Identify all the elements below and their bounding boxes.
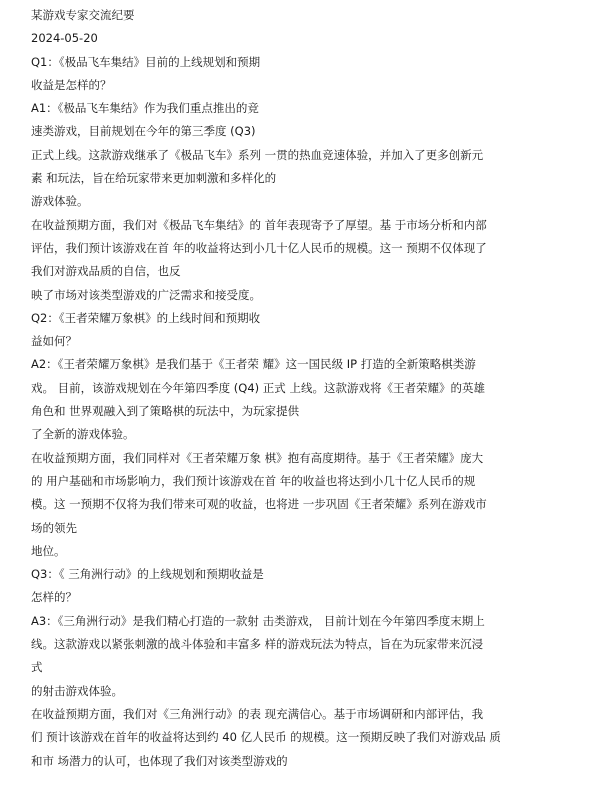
document-date: 2024-05-20: [31, 31, 98, 46]
text-line: 映了市场对该类型游戏的广泛需求和接受度。: [31, 287, 261, 302]
text-line: 在收益预期方面，我们对《极品飞车集结》的 首年表现寄予了厚望。基 于市场分析和内部: [31, 217, 487, 232]
text-line: 的射击游戏体验。: [31, 683, 123, 698]
text-line: 益如何？: [31, 334, 77, 349]
text-line: 在收益预期方面，我们同样对《王者荣耀万象 棋》抱有高度期待。基于《王者荣耀》庞大: [31, 450, 484, 465]
text-line: A3：《三角洲行动》是我们精心打造的一款射 击类游戏， 目前计划在今年第四季度末期上: [31, 613, 485, 628]
document-title: 某游戏专家交流纪要: [31, 8, 135, 22]
text-line: 收益是怎样的？: [31, 77, 112, 92]
text-line: 评估，我们预计该游戏在首 年的收益将达到小几十亿人民币的规模。这一 预期不仅体现了: [31, 240, 487, 255]
text-line: Q3：《 三角洲行动》的上线规划和预期收益是: [31, 567, 264, 582]
text-line: 的 用户基础和市场影响力，我们预计该游戏在首 年的收益也将达到小几十亿人民币的规: [31, 473, 476, 488]
text-line: 了全新的游戏体验。: [31, 427, 135, 442]
text-line: 角色和 世界观融入到了策略棋的玩法中，为玩家提供: [31, 404, 300, 419]
text-line: Q2：《王者荣耀万象棋》的上线时间和预期收: [31, 310, 261, 325]
text-line: 地位。: [31, 543, 66, 558]
text-line: 戏。 目前，该游戏规划在今年第四季度 (Q4) 正式 上线。这款游戏将《王者荣耀》的英雄: [31, 380, 485, 395]
text-line: Q1：《极品飞车集结》目前的上线规划和预期: [31, 54, 261, 69]
text-line: 线。这款游戏以紧张刺激的战斗体验和丰富多 样的游戏玩法为特点，旨在为玩家带来沉浸: [31, 637, 484, 652]
text-line: 速类游戏，目前规划在今年的第三季度 (Q3): [31, 124, 256, 139]
text-line: 式: [31, 660, 43, 675]
text-line: 在收益预期方面，我们对《三角洲行动》的表 现充满信心。基于市场调研和内部评估，我: [31, 706, 484, 721]
text-line: 游戏体验。: [31, 194, 89, 209]
document-body: [31, 4, 586, 773]
text-line: 模。这 一预期不仅将为我们带来可观的收益，也将进 一步巩固《王者荣耀》系列在游戏市: [31, 497, 487, 512]
text-line: 场的领先: [31, 520, 77, 535]
text-line: 们 预计该游戏在首年的收益将达到约 40 亿人民币 的规模。这一预期反映了我们对游戏品 质: [31, 730, 501, 745]
text-line: A2：《王者荣耀万象棋》是我们基于《王者荣 耀》这一国民级 IP 打造的全新策略棋类游: [31, 357, 476, 372]
text-line: 正式上线。这款游戏继承了《极品飞车》系列 一贯的热血竞速体验，并加入了更多创新元: [31, 147, 484, 162]
text-line: 我们对游戏品质的自信，也反: [31, 264, 181, 279]
text-line: 素 和玩法，旨在给玩家带来更加刺激和多样化的: [31, 171, 277, 186]
text-line: 和市 场潜力的认可，也体现了我们对该类型游戏的: [31, 753, 288, 768]
text-line: 怎样的？: [31, 590, 77, 605]
text-line: A1：《极品飞车集结》作为我们重点推出的竞: [31, 101, 259, 116]
